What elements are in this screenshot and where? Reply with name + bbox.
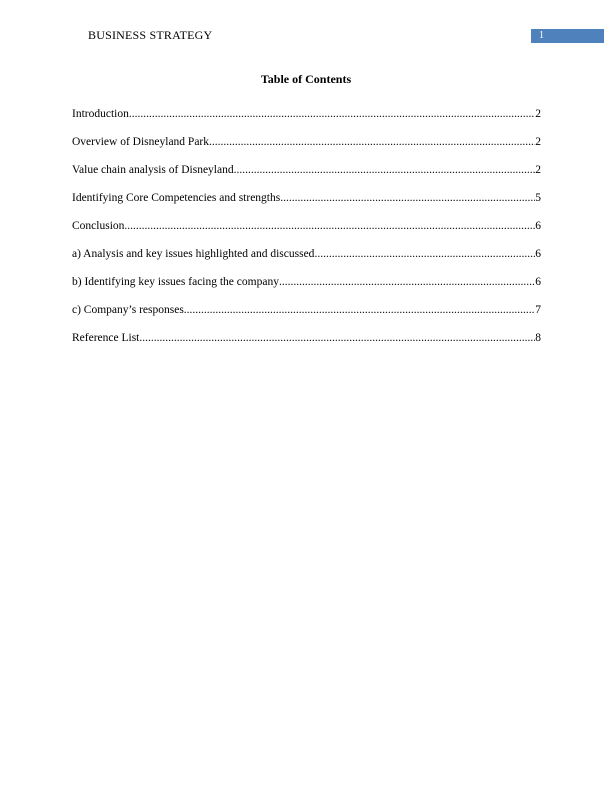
toc-entry-label: c) Company’s responses (72, 304, 184, 316)
toc-entry-label: b) Identifying key issues facing the company (72, 276, 279, 288)
toc-entry-company-responses[interactable] (72, 304, 541, 332)
toc-entry-page: 6 (535, 276, 541, 288)
toc-entry-core-competencies[interactable] (72, 192, 541, 220)
toc-entry-label: Reference List (72, 332, 140, 344)
dot-leader (209, 136, 535, 148)
dot-leader (124, 220, 535, 232)
toc-entry-reference-list[interactable] (72, 332, 541, 360)
toc-entry-overview[interactable] (72, 136, 541, 164)
toc-entry-label: Overview of Disneyland Park (72, 136, 210, 148)
table-of-contents (72, 108, 541, 360)
toc-entry-page: 5 (535, 192, 541, 204)
toc-entry-page: 7 (535, 304, 541, 316)
dot-leader (314, 248, 535, 260)
page-number-badge (531, 29, 604, 43)
toc-entry-page: 2 (535, 164, 541, 176)
toc-entry-label: Conclusion (72, 220, 125, 232)
dot-leader (184, 304, 535, 316)
dot-leader (129, 108, 535, 120)
page-number: 1 (539, 30, 544, 41)
toc-entry-page: 6 (535, 220, 541, 232)
toc-entry-page: 2 (535, 108, 541, 120)
toc-entry-label: a) Analysis and key issues highlighted and discussed (72, 248, 315, 260)
toc-entry-value-chain[interactable] (72, 164, 541, 192)
toc-entry-page: 2 (535, 136, 541, 148)
toc-heading: Table of Contents (260, 72, 352, 86)
dot-leader (234, 164, 536, 176)
dot-leader (279, 276, 535, 288)
toc-entry-key-issues[interactable] (72, 276, 541, 304)
toc-entry-introduction[interactable] (72, 108, 541, 136)
dot-leader (139, 332, 535, 344)
toc-entry-page: 8 (535, 332, 541, 344)
toc-entry-label: Introduction (72, 108, 129, 120)
dot-leader (280, 192, 535, 204)
toc-entry-page: 6 (535, 248, 541, 260)
toc-entry-analysis[interactable] (72, 248, 541, 276)
toc-entry-label: Identifying Core Competencies and strengths (72, 192, 281, 204)
toc-entry-conclusion[interactable] (72, 220, 541, 248)
running-head: BUSINESS STRATEGY (88, 28, 213, 42)
toc-entry-label: Value chain analysis of Disneyland (72, 164, 234, 176)
